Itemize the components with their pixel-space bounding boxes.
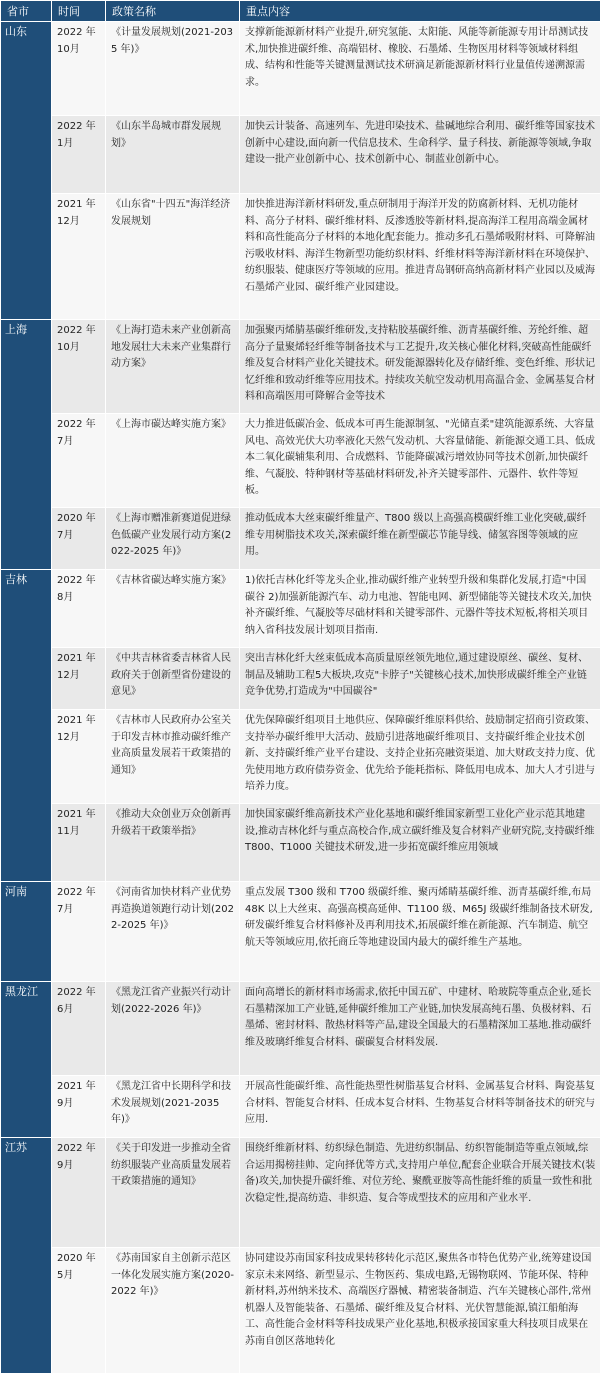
time-cell: 2021 年 12月 [52,194,106,320]
table-row [1,882,600,982]
table-row [1,194,600,320]
time-cell: 2022 年 7月 [52,414,106,508]
time-cell: 2021 年 9月 [52,1076,106,1138]
content-cell: 突出吉林化纤大丝束低成本高质量原丝领先地位,通过建设原丝、碳丝、复材、制品及辅助工程5大板块,攻克"卡脖子"关键核心技术,加快形成碳纤维全产业链竞争优势,打造成为"中国碳谷" [240,648,600,710]
time-cell: 2022 年 7月 [52,882,106,982]
header-province: 省市 [1,1,52,22]
time-cell: 2022 年 8月 [52,570,106,648]
policy-cell: 《推动大众创业万众创新再升级若干政策举指》 [106,804,240,882]
policy-cell: 《关于印发进一步推动全省纺织服装产业高质量发展若干政策措施的通知》 [106,1138,240,1248]
province-cell: 江苏 [1,1138,52,1374]
content-cell: 优先保障碳纤组项目土地供应、保障碳纤维原料供给、鼓励制定招商引资政策、支持举办碳纤维甲大活动、鼓励引进落地碳纤维项目、支持碳纤维企业技术创新、支持碳纤维产业平台建设、支持企业拓亮融资渠道、加大财政支持力度、优先使用地方政府债券资金、优先给予能耗指标、降低用电成本、加大人才引进与培养力度。 [240,710,600,804]
time-cell: 2021 年 12月 [52,710,106,804]
time-cell: 2022 年 1月 [52,116,106,194]
province-cell: 吉林 [1,570,52,882]
policy-cell: 《苏南国家自主创新示范区一体化发展实施方案(2020-2022 年)》 [106,1248,240,1374]
policy-cell: 《吉林省碳达峰实施方案》 [106,570,240,648]
table-row [1,320,600,414]
time-cell: 2022 年 10月 [52,320,106,414]
time-cell: 2020 年 7月 [52,508,106,570]
content-cell: 推动低成本大丝束碳纤维量产、T800 级以上高强高模碳纤维工业化突破,碳纤维专用树脂技术攻关,深索碳纤维在新型碳芯节能导线、储氢容图等领域的应用。 [240,508,600,570]
policy-cell: 《山东省"十四五"海洋经济发展规划 [106,194,240,320]
content-cell: 加快推进海洋新材料研发,重点研制用于海洋开发的防腐新材料、无机功能材料、高分子材料、碳纤维材料、反渗透胶等新材料,提高海洋工程用高端金属材料和高性能高分子材料的本地化配套能力。推动多孔石墨烯吸附材料、可降解油污吸收材料、海洋生物新型功能纺织材料、纤维材料等海洋新材料在环境保护、纺织服装、健康医疗等领域的应用。推进青岛钢研高纳高新材料产业园以及威海石墨烯产业园、碳纤维产业园建设。 [240,194,600,320]
time-cell: 2020 年 5月 [52,1248,106,1374]
content-cell: 大力推进低碳冶金、低成本可再生能源制氢、"光储直柔"建筑能源系统、大容量风电、高效光伏大功率液化天然气发动机、大容量储能、新能源交通工具、低成本二氧化碳辅集利用、合成燃料、节能降碳减污增效协同等技术创新,加快碳纤维、气凝胶、特种钢材等基础材料研发,补齐关键零部件、元器件、软件等短板。 [240,414,600,508]
policy-cell: 《黑龙江省产业振兴行动计划(2022-2026 年)》 [106,982,240,1076]
table-row [1,1076,600,1138]
policy-cell: 《上海市赠准新赛道促进绿色低碳产业发展行动方案(2022-2025 年)》 [106,508,240,570]
table-row [1,414,600,508]
table-row [1,116,600,194]
header-content: 重点内容 [240,1,600,22]
content-cell: 加强聚丙烯腈基碳纤维研发,支持粘胶基碳纤维、沥青基碳纤维、芳纶纤维、超高分子量聚烯轻纤维等制备技术与工艺提升,攻关核心催化材料,突破高性能碳纤维及复合材料产业化关键技术。研发能源器转化及存储纤维、变色纤维、形状记忆纤维和致动纤维等应用技术。持续攻关航空发动机用高温合金、金属基复合材料和高端医用可降解合金等技术 [240,320,600,414]
time-cell: 2021 年 11月 [52,804,106,882]
table-row [1,1138,600,1248]
province-cell: 上海 [1,320,52,570]
policy-cell: 《黑龙江省中长期科学和技术发展规划(2021-2035 年)》 [106,1076,240,1138]
content-cell: 支撑新能源新材料产业提升,研究氢能、太阳能、风能等新能源专用计昂测试技术,加快推进碳纤维、高端铝材、橡胶、石墨烯、生物医用材料等领域材料组成、结构和性能等关键测量测试技术研滴足新能源新材料行业量值传递溯源需求。 [240,22,600,116]
table-row [1,508,600,570]
content-cell: 加快国家碳纤维高新技术产业化基地和碳纤维国家新型工业化产业示范其地建设,推动吉林化纤与重点高校合作,成立碳纤维及复合材料产业研究院,支持碳纤维 T800、T1000 关键技术研发,进一步拓宽碳纤维应用领域 [240,804,600,882]
table-row [1,1248,600,1374]
table-row [1,982,600,1076]
content-cell: 开展高性能碳纤维、高性能热塑性树脂基复合材料、金属基复合材料、陶瓷基复合材料、智能复合材料、任成本复合材料、生物基复合材料等制备技术的研究与应用. [240,1076,600,1138]
policy-cell: 《吉林市人民政府办公室关于印发吉林市推动碳纤维产业高质量发展若干政策措的通知》 [106,710,240,804]
content-cell: 面向高增长的新材料市场需求,依托中国五矿、中建材、哈玻院等重点企业,延长石墨精深加工产业链,延伸碳纤维加工产业链,加快发展高纯石墨、负极材料、石墨烯、密封材料、散热材料等产品,建设全国最大的石墨精深加工基地.推动碳纤维及玻璃纤维复合材料、碳碳复合材料发展. [240,982,600,1076]
table-row [1,648,600,710]
province-cell: 黑龙江 [1,982,52,1138]
time-cell: 2022 年 9月 [52,1138,106,1248]
header-time: 时间 [52,1,106,22]
policy-cell: 《上海打造未来产业创新高地发展壮大未来产业集群行动方案》 [106,320,240,414]
policy-cell: 《上海市碳达峰实施方案》 [106,414,240,508]
content-cell: 重点发展 T300 级和 T700 级碳纤维、聚丙烯睛基碳纤维、沥青基碳纤维,布局 48K 以上大丝束、高强高模高延伸、T1100 级、M65J 级碳纤维制备技术研发,研发碳纤维复合材料修补及再利用技术,拓展碳纤维在新能源、汽车制造、航空航天等领域应用,依托商丘等地建设国内最大的碳纤维生产基地。 [240,882,600,982]
time-cell: 2022 年 6月 [52,982,106,1076]
header-row [1,1,600,22]
time-cell: 2021 年 12月 [52,648,106,710]
policy-cell: 《计量发展规划(2021-2035 年)》 [106,22,240,116]
policy-cell: 《河南省加快材料产业优势再造换道领跑行动计划(2022-2025 年)》 [106,882,240,982]
province-cell: 河南 [1,882,52,982]
content-cell: 协同建设苏南国家科技成果转移转化示范区,聚焦各市特色优势产业,统筹建设国家京未来网络、新型显示、生物医药、集成电路,无锡物联网、节能环保、特种新材料,苏州纳米技术、高端医疗器械、精密装备制造、汽车关键核心部件,常州机器人及智能装备、石墨烯、碳纤维及复合材料、光伏智慧能源,镇江船舶海工、高性能合金材料等科技成果产业化基地,积极承接国家重大科技项目成果在苏南自创区落地转化 [240,1248,600,1374]
time-cell: 2022 年 10月 [52,22,106,116]
policy-cell: 《中共吉林省委吉林省人民政府关于创新型省份建设的意见》 [106,648,240,710]
table-row [1,804,600,882]
table-row [1,22,600,116]
table-row [1,570,600,648]
content-cell: 1)依托吉林化纤等龙头企业,推动碳纤维产业转型升级和集群化发展,打造"中国碳谷 2)加强新能源汽车、动力电池、智能电网、新型储能等关键技术攻关,加快补齐碳纤维、气凝胶等尽础材料和关键零部件、元器件等技术短板,将相关项目纳入省科技发展计划项目指南. [240,570,600,648]
province-cell: 山东 [1,22,52,320]
table-row [1,710,600,804]
policy-cell: 《山东半岛城市群发展规划》 [106,116,240,194]
content-cell: 围绕纤维新材料、纺织绿色制造、先进纺织制品、纺织智能制造等重点领域,综合运用揭榜挂帅、定向择优等方式,支持用户单位,配套企业联合开展关键技术(装备)攻关,加快提升碳纤维、对位芳纶、聚酰亚胺等高性能纤维的质量一致性和批次稳定性,提高纺造、非织造、复合等成型技术的应用和产业水平. [240,1138,600,1248]
content-cell: 加快云计装备、高速列车、先进印染技术、盐碱地综合利用、碳纤维等国家技术创新中心建设,面向新一代信息技术、生命科学、量子科技、新能源等领域,争取建设一批产业创新中心、技术创新中心、制蓝业创新中心。 [240,116,600,194]
header-policy: 政策名称 [106,1,240,22]
